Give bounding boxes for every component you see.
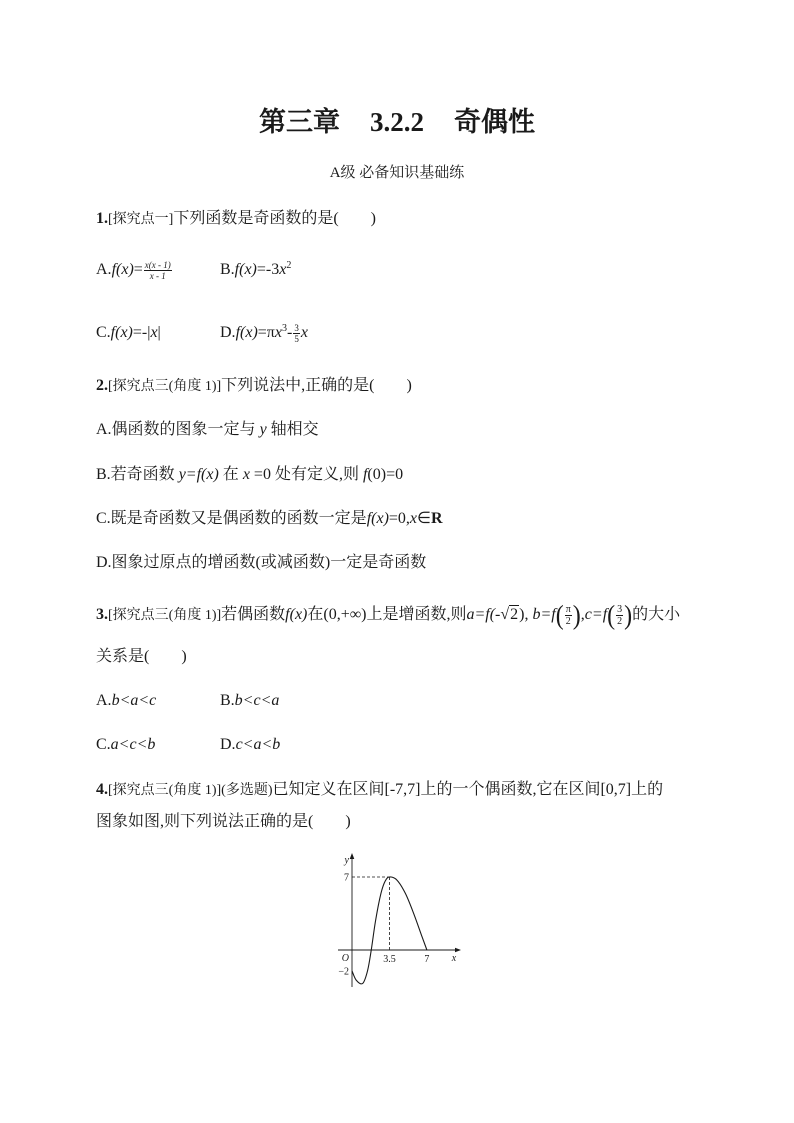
real-number-set: R (430, 510, 443, 527)
function-notation: y=f(x) (178, 466, 219, 483)
question-number: 2. (96, 377, 108, 394)
function-notation: f(x) (111, 261, 134, 279)
element-of-symbol: ∈ (417, 510, 431, 527)
option-text: 在 (222, 466, 239, 483)
option-letter: C. (96, 324, 111, 341)
function-notation: f(x) (285, 606, 308, 624)
variable: x (279, 261, 287, 278)
question-text: 关系是( ) (96, 648, 187, 665)
y-axis-arrow (350, 853, 355, 859)
section-topic: 奇偶性 (454, 107, 535, 137)
fraction-numerator: x(x - 1) (144, 260, 171, 270)
question-text: 下列说法中,正确的是( ) (221, 377, 412, 394)
sqrt-sign: √ (500, 606, 510, 624)
question-4-stem-continued (96, 812, 351, 832)
variable: x (274, 324, 282, 342)
fraction-numerator: π (565, 604, 571, 615)
q1-option-b (220, 260, 291, 280)
function-notation: f (362, 466, 368, 483)
variable: x (409, 510, 418, 527)
y-tick-label: 7 (344, 872, 349, 884)
exponent: 2 (286, 260, 292, 271)
question-text: 下列函数是奇函数的是( ) (173, 210, 376, 227)
question-2-stem (96, 376, 412, 397)
option-text: A.偶函数的图象一定与 (96, 421, 256, 438)
fraction-denominator: 5 (294, 334, 299, 344)
level-heading: A级 必备知识基础练 (329, 165, 465, 181)
y-axis-label: y (344, 855, 349, 866)
question-text: 在(0,+∞)上是增函数,则 (307, 606, 467, 624)
function-graph (330, 850, 465, 990)
fraction (293, 323, 300, 344)
expression-part: =π (257, 324, 275, 342)
q2-option-b (96, 465, 403, 485)
sqrt-radicand: 2 (510, 606, 519, 624)
function-notation: f(x) (234, 261, 257, 278)
x-tick-label: 3.5 (383, 954, 396, 965)
option-letter: A. (96, 692, 112, 709)
q3-option-d (220, 735, 280, 755)
option-letter: B. (220, 692, 235, 709)
fraction-denominator: 2 (617, 616, 623, 627)
q3-option-c (96, 735, 155, 755)
x-tick-label: 7 (424, 954, 430, 965)
function-notation: f(x) (110, 324, 133, 341)
function-notation: f(x) (366, 510, 389, 527)
fraction-numerator: 3 (294, 323, 299, 333)
x-axis-arrow (455, 948, 461, 953)
q2-option-c (96, 509, 443, 529)
question-text: 的大小 (632, 606, 681, 624)
fraction (144, 260, 172, 281)
section-number: 3.2.2 (370, 107, 424, 137)
function-notation: f(x) (235, 324, 258, 342)
variable: x (300, 324, 308, 342)
option-letter: B. (220, 261, 235, 278)
question-tag: [探究点三(角度 1)] (108, 379, 222, 394)
question-tag: [探究点一] (108, 212, 174, 227)
option-text: (0)=0 (367, 466, 404, 483)
option-text: B.若奇函数 (96, 466, 175, 483)
option-text: C.既是奇函数又是偶函数的函数一定是 (96, 510, 367, 527)
fraction (616, 604, 623, 627)
q3-option-a (96, 691, 156, 711)
question-text: 已知定义在区间[-7,7]上的一个偶函数,它在区间[0,7]上的 (272, 781, 664, 798)
expression-part: =-3 (256, 261, 280, 278)
right-paren: ) (572, 600, 581, 631)
question-text: 若偶函数 (221, 606, 286, 624)
question-text: 图象如图,则下列说法正确的是( ) (96, 813, 351, 830)
expression-a: a=f(- (466, 606, 501, 624)
variable: x (150, 324, 158, 341)
question-type: (多选题) (221, 783, 273, 798)
question-3-stem (96, 600, 681, 631)
fraction-denominator: 2 (565, 616, 571, 627)
equals-sign: = (133, 261, 143, 279)
option-expression: c<a<b (235, 736, 281, 753)
question-number: 1. (96, 210, 108, 227)
question-1-stem (96, 209, 376, 230)
q1-option-d (220, 323, 308, 344)
variable: x (242, 466, 250, 483)
option-text: 轴相交 (270, 421, 319, 438)
q1-option-a (96, 260, 173, 281)
question-tag: [探究点三(角度 1)] (108, 608, 222, 624)
expression-part: ), (519, 606, 529, 624)
y-tick-label: −2 (338, 966, 349, 978)
exponent: 3 (281, 323, 287, 335)
question-number: 3. (96, 606, 108, 624)
page-title (0, 104, 794, 140)
fraction-denominator: x - 1 (144, 270, 172, 281)
option-text: =0, (388, 510, 410, 527)
q3-option-b (220, 691, 279, 711)
origin-label: O (341, 953, 349, 964)
fraction (565, 604, 572, 627)
option-letter: C. (96, 736, 111, 753)
option-text: =0 处有定义,则 (253, 466, 359, 483)
expression-part: =-| (132, 324, 151, 341)
expression-b: b=f (532, 606, 556, 624)
variable: y (259, 421, 267, 438)
question-4-stem (96, 780, 663, 801)
option-expression: b<c<a (234, 692, 280, 709)
q2-option-d (96, 553, 426, 573)
left-paren: ( (555, 600, 564, 631)
option-text: D.图象过原点的增函数(或减函数)一定是奇函数 (96, 554, 427, 571)
q2-option-a (96, 420, 319, 440)
option-letter: A. (96, 261, 112, 279)
minus-sign: - (286, 324, 293, 342)
separator: , (580, 606, 585, 624)
option-letter: D. (220, 736, 236, 753)
option-expression: a<c<b (110, 736, 156, 753)
q1-option-c (96, 323, 161, 343)
right-paren: ) (624, 600, 633, 631)
expression-part: | (157, 324, 161, 341)
question-3-stem-continued (96, 647, 187, 667)
question-tag: [探究点三(角度 1)] (108, 783, 222, 798)
fraction-numerator: 3 (617, 604, 623, 615)
x-axis-label: x (451, 953, 457, 964)
question-number: 4. (96, 781, 108, 798)
left-paren: ( (607, 600, 616, 631)
chapter-label: 第三章 (259, 107, 340, 137)
option-expression: b<a<c (111, 692, 157, 709)
expression-c: c=f (584, 606, 608, 624)
option-letter: D. (220, 324, 236, 342)
